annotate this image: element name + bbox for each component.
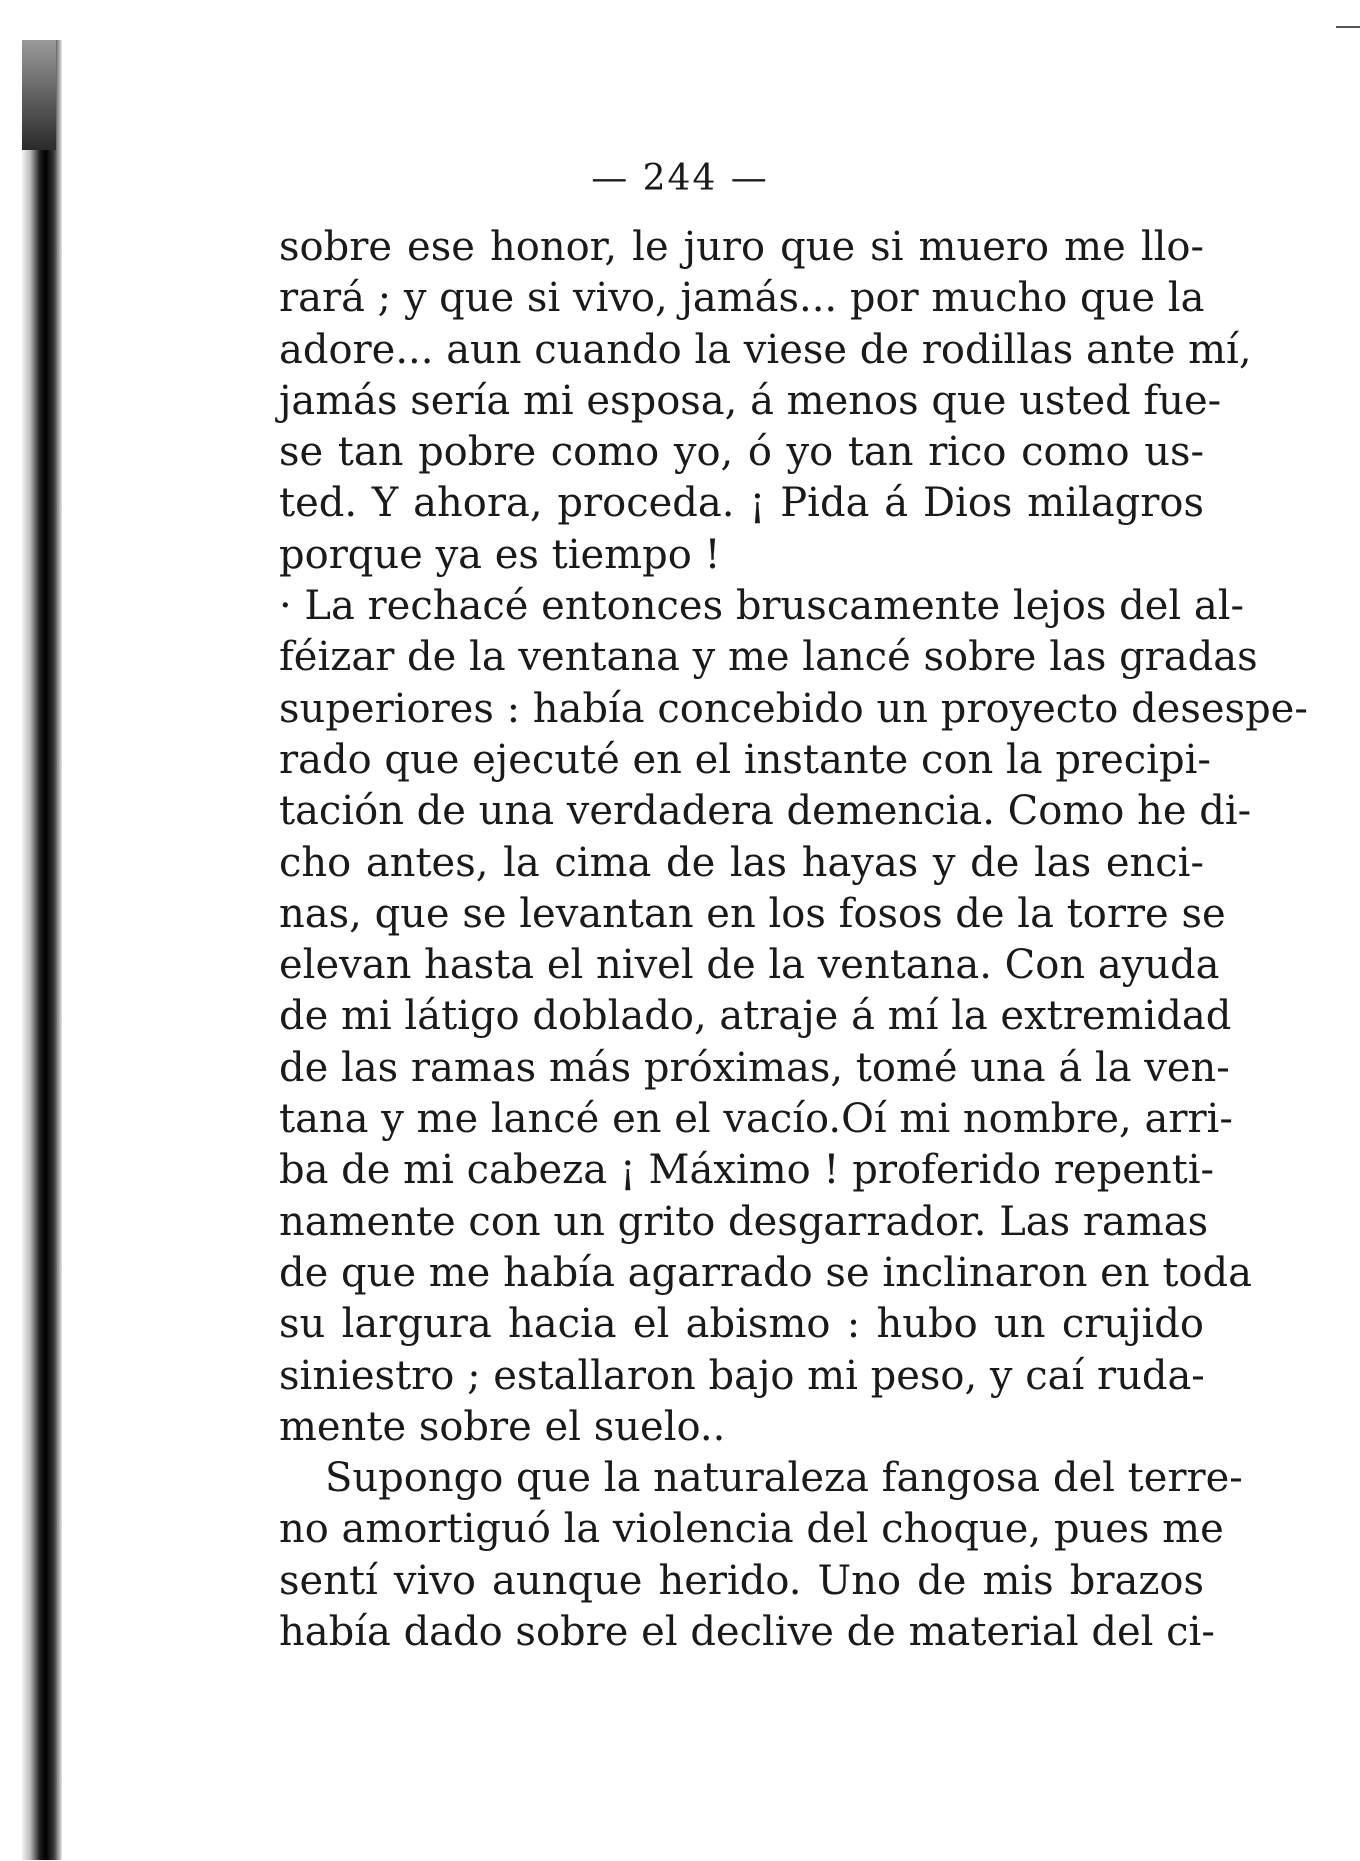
text-line: mente sobre el suelo.. xyxy=(279,1403,726,1450)
text-line: adore... aun cuando la viese de rodillas ante mí, xyxy=(279,326,1252,373)
text-line: siniestro ; estallaron bajo mi peso, y caí ruda- xyxy=(279,1352,1205,1399)
text-line: · La rechacé entonces bruscamente lejos del al- xyxy=(279,583,1245,630)
text-line: de las ramas más próximas, tomé una á la ven- xyxy=(279,1044,1230,1091)
text-line: superiores : había concebido un proyecto desespe- xyxy=(279,685,1308,732)
text-line: no amortiguó la violencia del choque, pues me xyxy=(279,1506,1224,1553)
text-line: había dado sobre el declive de material del ci- xyxy=(279,1609,1215,1656)
text-line: jamás sería mi esposa, á menos que usted fue- xyxy=(279,377,1222,424)
text-line: ted. Y ahora, proceda. ¡ Pida á Dios milagros xyxy=(279,480,1204,527)
text-line: namente con un grito desgarrador. Las ramas xyxy=(279,1198,1209,1245)
text-line: sentí vivo aunque herido. Uno de mis brazos xyxy=(279,1557,1204,1604)
text-line: porque ya es tiempo ! xyxy=(279,531,721,578)
text-line: ba de mi cabeza ¡ Máximo ! proferido repenti- xyxy=(279,1147,1215,1194)
text-line: sobre ese honor, le juro que si muero me llo- xyxy=(279,224,1204,270)
text-line: tana y me lancé en el vacío.Oí mi nombre, arri- xyxy=(279,1096,1233,1143)
text-line: nas, que se levantan en los fosos de la torre se xyxy=(279,890,1226,937)
body-text xyxy=(279,222,1308,1658)
text-line: elevan hasta el nivel de la ventana. Con ayuda xyxy=(279,942,1220,989)
text-line: cho antes, la cima de las hayas y de las enci- xyxy=(279,839,1204,886)
scan-mark xyxy=(1336,26,1360,28)
book-binding-edge xyxy=(22,40,62,1860)
text-line: de que me había agarrado se inclinaron en toda xyxy=(279,1249,1252,1296)
text-line: tación de una verdadera demencia. Como he di- xyxy=(279,788,1252,835)
text-line: rará ; y que si vivo, jamás... por mucho que la xyxy=(279,275,1205,322)
text-line: de mi látigo doblado, atraje á mí la extremidad xyxy=(279,993,1232,1040)
page-number: — 244 — xyxy=(591,158,769,199)
text-line: rado que ejecuté en el instante con la precipi- xyxy=(279,736,1211,783)
binding-shadow xyxy=(22,40,56,150)
text-line: féizar de la ventana y me lancé sobre las gradas xyxy=(279,634,1258,681)
text-line: se tan pobre como yo, ó yo tan rico como us- xyxy=(279,429,1204,476)
text-line: su largura hacia el abismo : hubo un crujido xyxy=(279,1301,1204,1348)
text-line: Supongo que la naturaleza fangosa del terre- xyxy=(325,1455,1243,1502)
